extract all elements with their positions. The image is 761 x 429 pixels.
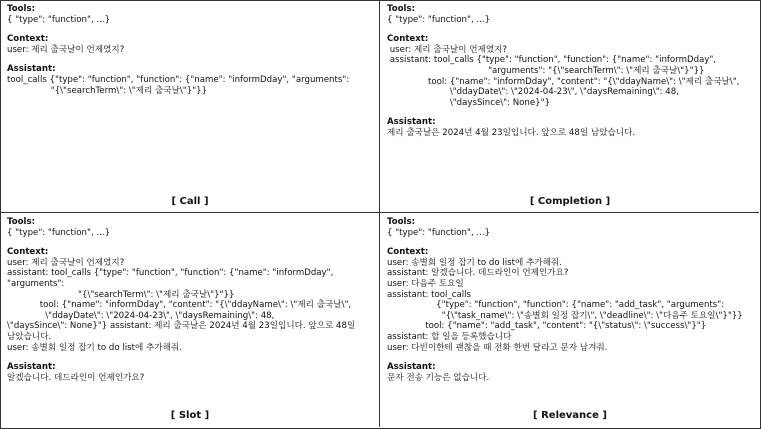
context-header: Context: bbox=[387, 34, 429, 45]
context-line: "arguments": bbox=[7, 278, 65, 289]
context-header: Context: bbox=[387, 247, 429, 258]
context-line: assistant: 알겠습니다. 데드라인이 언제인가요? bbox=[387, 268, 569, 279]
assistant-header: Assistant: bbox=[7, 362, 56, 373]
assistant-header: Assistant: bbox=[387, 362, 436, 373]
assistant-line: "{\"searchTerm\": \"제리 출국날\"}"}} bbox=[7, 85, 208, 96]
slot-panel bbox=[7, 217, 379, 425]
context-line: "arguments": "{\"searchTerm\": \"제리 출국날\"}"}} bbox=[387, 65, 705, 76]
context-line: tool: {"name": "add_task", "content": "{\"status\": \"success\"}"} bbox=[387, 321, 707, 332]
context-line: user: 송별회 일정 잡기 to do list에 추가해줘. bbox=[387, 257, 562, 268]
context-line: assistant: 할 일을 등록했습니다 bbox=[387, 331, 512, 342]
context-line: assistant: tool_calls bbox=[387, 289, 471, 300]
context-line: \"daysSince\": None}"} assistant: 제리 출국날은 2024년 4월 23일입니다. 앞으로 48일 bbox=[7, 321, 356, 332]
assistant-line: 문자 전송 기능은 없습니다. bbox=[387, 372, 490, 383]
context-line: 남았습니다. bbox=[7, 331, 52, 342]
assistant-line: 제리 출국날은 2024년 4월 23일입니다. 앞으로 48일 남았습니다. bbox=[387, 127, 636, 138]
tools-header: Tools: bbox=[7, 4, 36, 14]
assistant-header: Assistant: bbox=[7, 64, 56, 75]
horizontal-divider bbox=[0, 212, 759, 213]
tools-value: { "type": "function", ...} bbox=[387, 14, 491, 25]
context-line: assistant: tool_calls {"type": "function", "function": {"name": "informDday", bbox=[7, 268, 334, 279]
tools-value: { "type": "function", ...} bbox=[387, 227, 491, 238]
context-line: {"type": "function", "function": {"name": "add_task", "arguments": bbox=[387, 300, 725, 311]
context-line: \"ddayDate\": \"2024-04-23\", \"daysRemaining\": 48, bbox=[7, 310, 275, 321]
context-line: user: 제리 출국날이 언제였지? bbox=[387, 44, 507, 55]
context-line: \"daysSince\": None}"} bbox=[387, 97, 551, 108]
context-line: "{\"task_name\": \"송별회 일정 잡기\", \"deadline\": \"다음주 토요일\"}"}} bbox=[387, 310, 743, 321]
tools-header: Tools: bbox=[7, 217, 36, 227]
assistant-line: tool_calls {"type": "function", "function": {"name": "informDday", "arguments": bbox=[7, 74, 350, 85]
call-panel bbox=[7, 4, 379, 212]
context-header: Context: bbox=[7, 34, 49, 45]
context-header: Context: bbox=[7, 247, 49, 258]
context-line: user: 다빈이한테 괜찮을 때 전화 한번 달라고 문자 남겨줘. bbox=[387, 342, 608, 353]
tools-header: Tools: bbox=[387, 4, 416, 14]
context-line: user: 제리 출국날이 언제였지? bbox=[7, 44, 125, 55]
context-line: tool: {"name": "informDday", "content": "{\"ddayName\": \"제리 출국날\", bbox=[387, 76, 740, 87]
context-line: "{\"searchTerm\": \"제리 출국날\"}"}} bbox=[7, 289, 235, 300]
vertical-divider bbox=[379, 0, 380, 427]
completion-caption: [ Completion ] bbox=[529, 196, 611, 207]
completion-panel bbox=[387, 4, 759, 212]
context-line: assistant: tool_calls {"type": "function", "function": {"name": "informDday", bbox=[387, 55, 717, 66]
slot-caption: [ Slot ] bbox=[170, 410, 210, 421]
context-line: user: 다음주 토요일 bbox=[387, 278, 464, 289]
assistant-line: 알겠습니다. 데드라인이 언제인가요? bbox=[7, 372, 145, 383]
tools-value: { "type": "function", ...} bbox=[7, 227, 111, 238]
context-line: \"ddayDate\": \"2024-04-23\", \"daysRemaining\": 48, bbox=[387, 87, 679, 98]
context-line: user: 제리 출국날이 언제였지? bbox=[7, 257, 125, 268]
assistant-header: Assistant: bbox=[387, 117, 436, 128]
call-caption: [ Call ] bbox=[171, 196, 209, 207]
context-line: user: 송별회 일정 잡기 to do list에 추가해줘. bbox=[7, 342, 182, 353]
tools-header: Tools: bbox=[387, 217, 416, 227]
context-line: tool: {"name": "informDday", "content": "{\"ddayName\": \"제리 출국날\", bbox=[7, 300, 352, 311]
relevance-caption: [ Relevance ] bbox=[533, 410, 607, 421]
relevance-panel bbox=[387, 217, 759, 425]
tools-value: { "type": "function", ...} bbox=[7, 14, 111, 25]
